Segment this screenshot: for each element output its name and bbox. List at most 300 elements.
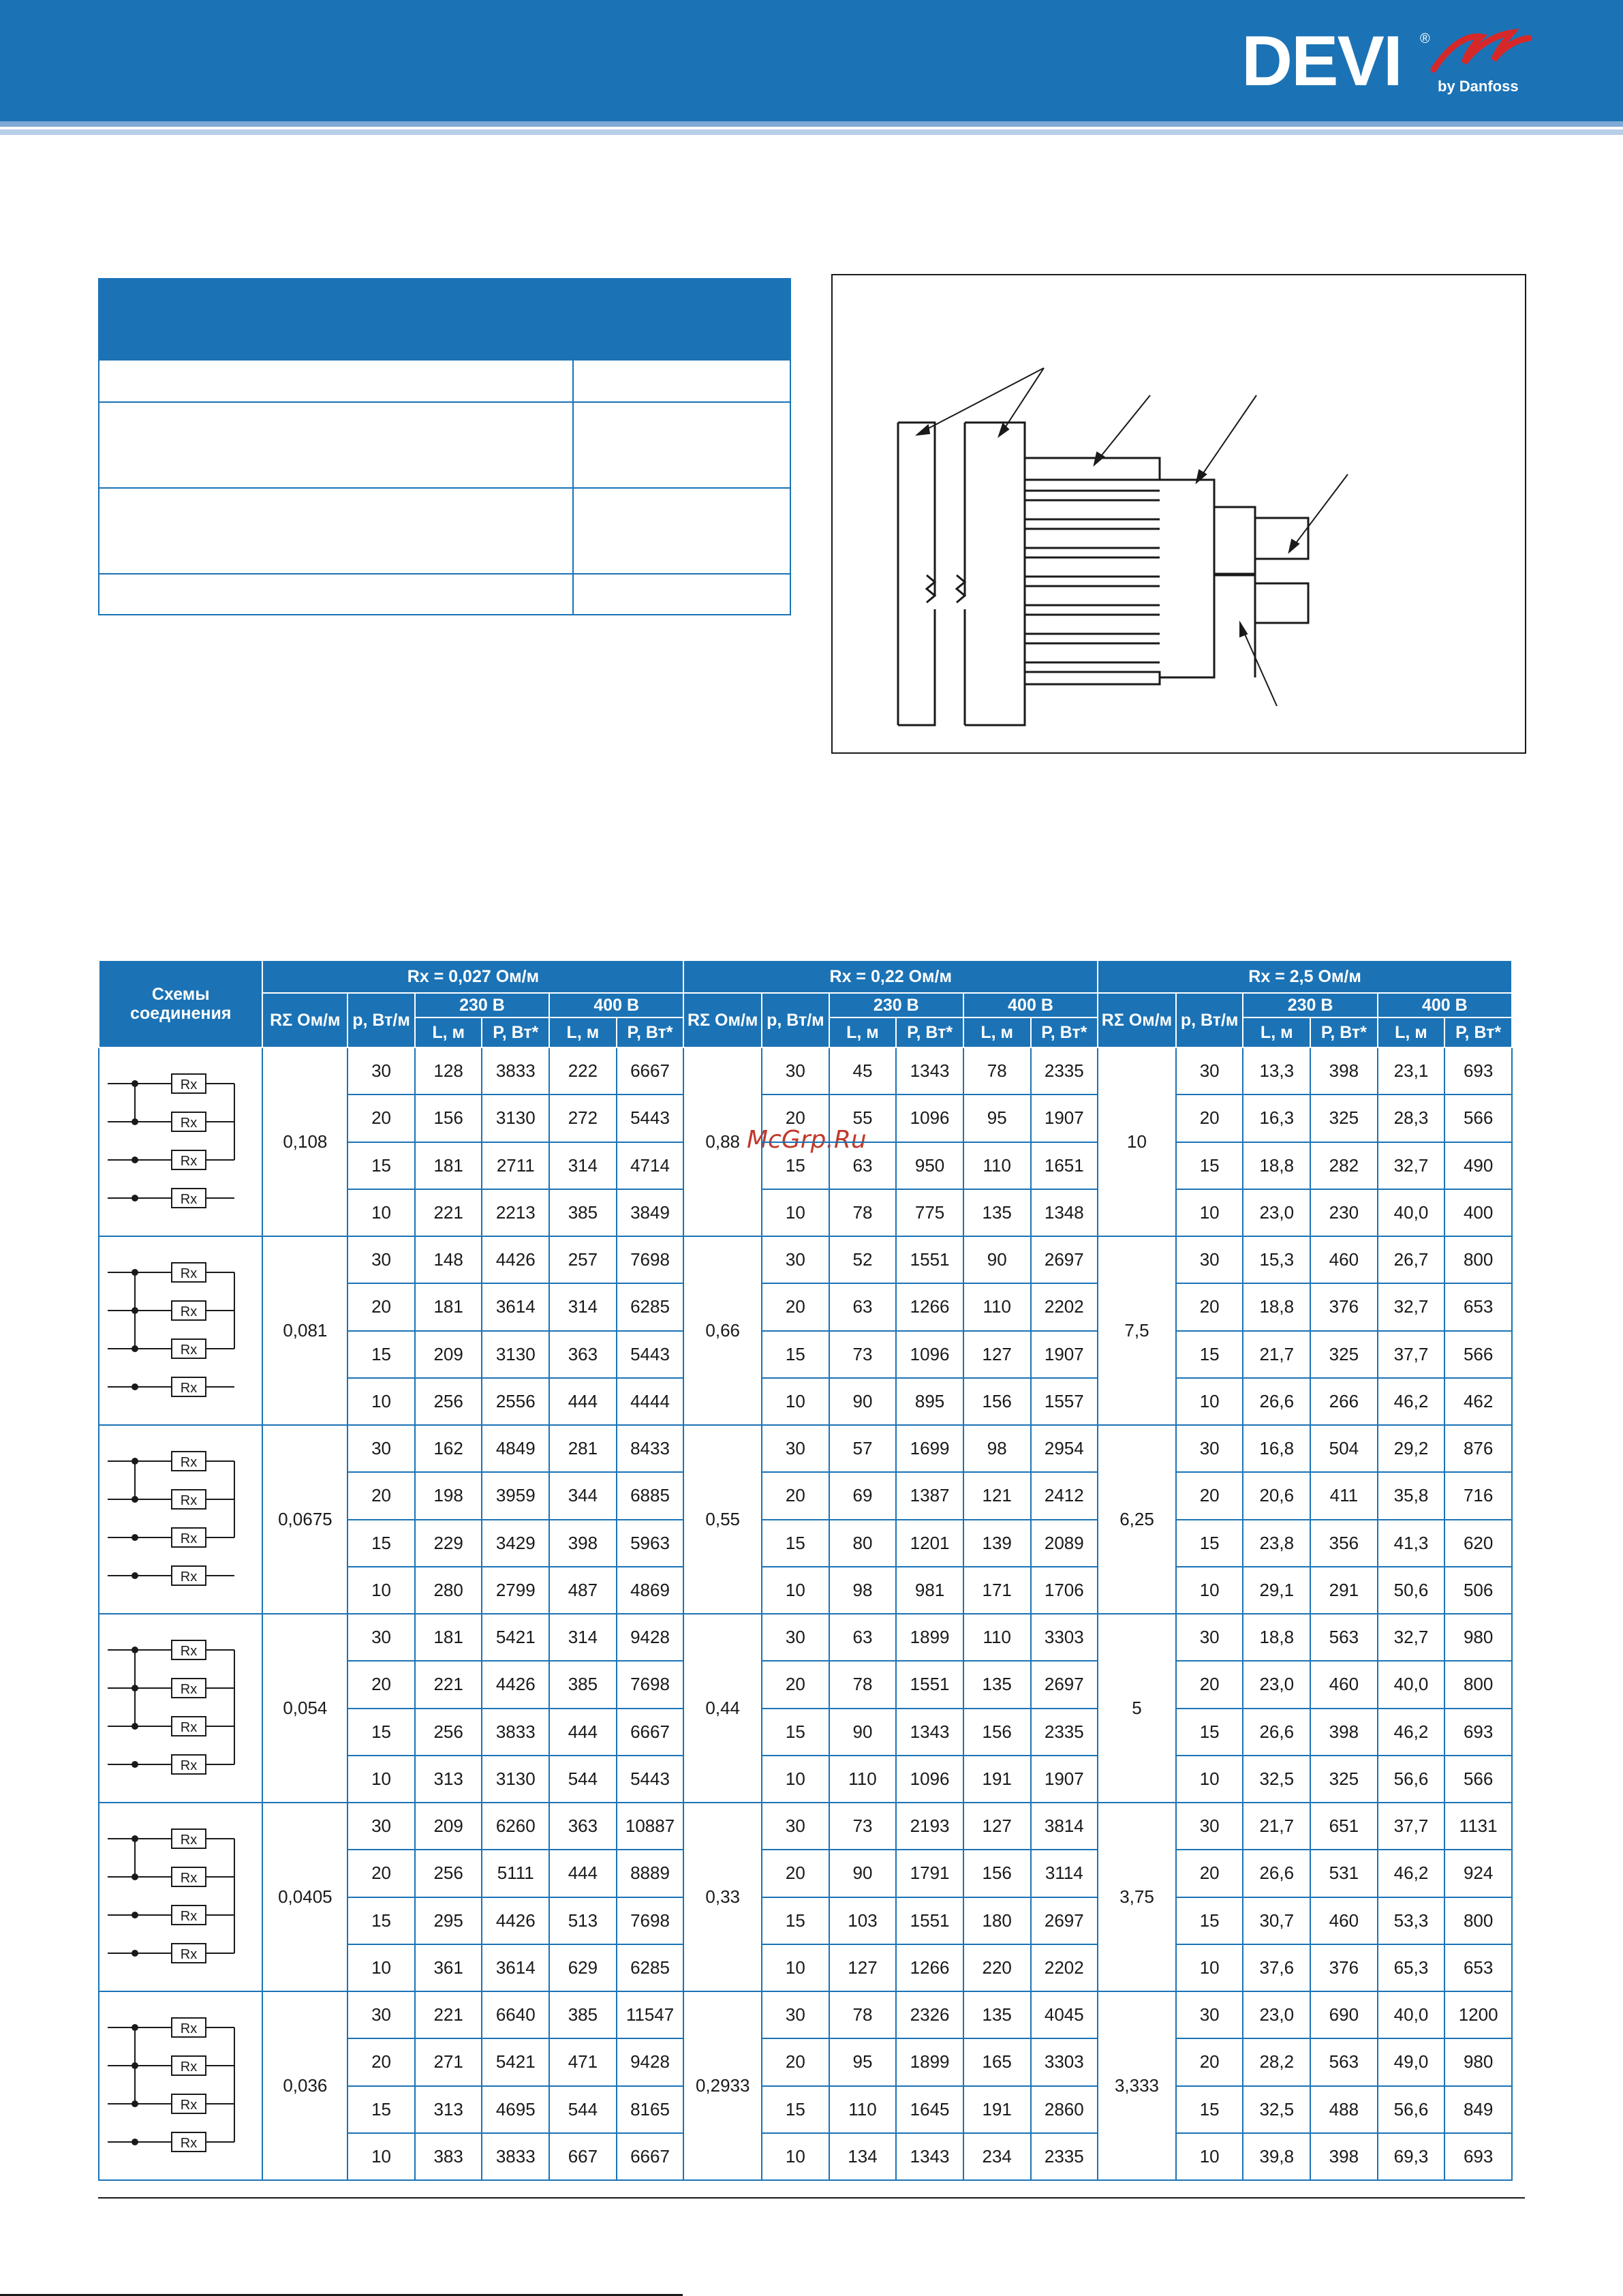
table-cell: 325 xyxy=(1310,1331,1378,1378)
table-cell: 181 xyxy=(415,1142,482,1189)
table-cell: 10 xyxy=(762,1567,829,1614)
table-cell: 20 xyxy=(1176,1472,1243,1519)
table-row xyxy=(99,1236,1512,1283)
table-cell: 15,3 xyxy=(1243,1236,1310,1283)
table-row xyxy=(99,1991,1512,2038)
table-cell: 383 xyxy=(415,2133,482,2180)
rsum-cell: 0,55 xyxy=(683,1425,762,1614)
table-cell: 4045 xyxy=(1031,1991,1098,2038)
table-cell: 63 xyxy=(829,1142,897,1189)
spec-row xyxy=(99,574,790,615)
table-cell: 385 xyxy=(549,1189,617,1236)
table-cell: 46,2 xyxy=(1378,1850,1445,1897)
table-cell: 800 xyxy=(1444,1897,1512,1944)
table-cell: 10 xyxy=(347,2133,415,2180)
table-cell: 30 xyxy=(1176,1236,1243,1283)
table-cell: 37,6 xyxy=(1243,1944,1310,1991)
table-cell: 1387 xyxy=(896,1472,963,1519)
table-cell: 462 xyxy=(1444,1378,1512,1425)
table-cell: 9428 xyxy=(617,2038,684,2085)
table-cell: 21,7 xyxy=(1243,1331,1310,1378)
table-cell: 30 xyxy=(1176,1047,1243,1095)
table-cell: 325 xyxy=(1310,1756,1378,1803)
table-cell: 563 xyxy=(1310,1614,1378,1661)
rsum-header: RΣ Ом/м xyxy=(1098,993,1176,1047)
table-cell: 1551 xyxy=(896,1897,963,1944)
table-cell: 30 xyxy=(1176,1991,1243,2038)
table-cell: 10 xyxy=(762,2133,829,2180)
resistor-label: Rx xyxy=(180,2136,197,2151)
table-cell: 56,6 xyxy=(1378,2086,1445,2133)
table-cell: 20 xyxy=(347,1283,415,1330)
resistor-label: Rx xyxy=(180,1077,197,1092)
table-cell: 314 xyxy=(549,1283,617,1330)
table-cell: 15 xyxy=(1176,2086,1243,2133)
connection-scheme xyxy=(99,1047,262,1236)
resistor-label: Rx xyxy=(180,1947,197,1962)
table-cell: 15 xyxy=(1176,1142,1243,1189)
table-cell: 1651 xyxy=(1031,1142,1098,1189)
power-per-meter-header: p, Вт/м xyxy=(347,993,415,1047)
table-cell: 221 xyxy=(415,1991,482,2038)
table-cell: 3833 xyxy=(482,1709,549,1756)
table-cell: 30 xyxy=(347,1047,415,1095)
table-cell: 13,3 xyxy=(1243,1047,1310,1095)
table-cell: 4695 xyxy=(482,2086,549,2133)
table-cell: 90 xyxy=(829,1850,897,1897)
table-cell: 49,0 xyxy=(1378,2038,1445,2085)
table-cell: 7698 xyxy=(617,1661,684,1708)
table-cell: 221 xyxy=(415,1189,482,1236)
rsum-cell: 0,054 xyxy=(262,1614,347,1803)
table-cell: 40,0 xyxy=(1378,1189,1445,1236)
table-row xyxy=(99,1425,1512,1472)
table-cell: 127 xyxy=(963,1331,1031,1378)
table-cell: 30 xyxy=(762,1991,829,2038)
table-cell: 128 xyxy=(415,1047,482,1095)
table-cell: 209 xyxy=(415,1803,482,1850)
table-cell: 209 xyxy=(415,1331,482,1378)
table-cell: 95 xyxy=(963,1095,1031,1142)
power-header: P, Вт* xyxy=(617,1017,684,1047)
table-cell: 156 xyxy=(963,1709,1031,1756)
table-cell: 15 xyxy=(347,1331,415,1378)
spec-row xyxy=(99,360,790,402)
table-cell: 8433 xyxy=(617,1425,684,1472)
table-row xyxy=(99,1614,1512,1661)
table-cell: 32,7 xyxy=(1378,1283,1445,1330)
table-cell: 32,7 xyxy=(1378,1142,1445,1189)
table-cell: 30 xyxy=(1176,1803,1243,1850)
table-cell: 198 xyxy=(415,1472,482,1519)
table-cell: 1266 xyxy=(896,1944,963,1991)
table-cell: 73 xyxy=(829,1803,897,1850)
resistor-label: Rx xyxy=(180,1266,197,1281)
table-cell: 15 xyxy=(1176,1331,1243,1378)
spec-header-cell xyxy=(99,279,573,360)
table-cell: 544 xyxy=(549,1756,617,1803)
length-header: L, м xyxy=(829,1017,897,1047)
table-cell: 566 xyxy=(1444,1756,1512,1803)
table-cell: 15 xyxy=(1176,1709,1243,1756)
table-cell: 46,2 xyxy=(1378,1378,1445,1425)
table-cell: 16,3 xyxy=(1243,1095,1310,1142)
table-cell: 127 xyxy=(829,1944,897,1991)
table-cell: 30 xyxy=(1176,1614,1243,1661)
table-cell: 18,8 xyxy=(1243,1142,1310,1189)
table-cell: 693 xyxy=(1444,1047,1512,1095)
length-header: L, м xyxy=(415,1017,482,1047)
group-header-1: Rx = 0,027 Ом/м xyxy=(262,960,683,993)
table-cell: 20 xyxy=(347,2038,415,2085)
rsum-cell: 0,2933 xyxy=(683,1991,762,2180)
table-cell: 271 xyxy=(415,2038,482,2085)
table-cell: 30 xyxy=(762,1236,829,1283)
resistor-label: Rx xyxy=(180,1455,197,1470)
table-cell: 5421 xyxy=(482,2038,549,2085)
table-cell: 20 xyxy=(1176,1661,1243,1708)
table-cell: 256 xyxy=(415,1709,482,1756)
connection-scheme xyxy=(99,1236,262,1425)
table-cell: 10 xyxy=(347,1567,415,1614)
rsum-header: RΣ Ом/м xyxy=(262,993,347,1047)
table-cell: 20 xyxy=(347,1472,415,1519)
table-cell: 563 xyxy=(1310,2038,1378,2085)
table-cell: 20 xyxy=(762,2038,829,2085)
table-cell: 1096 xyxy=(896,1095,963,1142)
table-cell: 162 xyxy=(415,1425,482,1472)
power-header: P, Вт* xyxy=(1444,1017,1512,1047)
table-cell: 356 xyxy=(1310,1520,1378,1567)
table-cell: 6667 xyxy=(617,1709,684,1756)
rsum-cell: 0,33 xyxy=(683,1803,762,1991)
table-cell: 513 xyxy=(549,1897,617,1944)
table-cell: 490 xyxy=(1444,1142,1512,1189)
table-cell: 4426 xyxy=(482,1236,549,1283)
table-cell: 181 xyxy=(415,1283,482,1330)
table-cell: 30 xyxy=(762,1803,829,1850)
table-cell: 30 xyxy=(762,1047,829,1095)
table-cell: 6285 xyxy=(617,1283,684,1330)
table-cell: 775 xyxy=(896,1189,963,1236)
table-cell: 1907 xyxy=(1031,1095,1098,1142)
table-cell: 15 xyxy=(1176,1520,1243,1567)
table-cell: 361 xyxy=(415,1944,482,1991)
table-cell: 3303 xyxy=(1031,2038,1098,2085)
table-cell: 32,7 xyxy=(1378,1614,1445,1661)
table-cell: 1343 xyxy=(896,2133,963,2180)
table-cell: 20 xyxy=(762,1283,829,1330)
table-cell: 3614 xyxy=(482,1944,549,1991)
resistor-label: Rx xyxy=(180,1116,197,1131)
table-cell: 3833 xyxy=(482,1047,549,1095)
group-header-3: Rx = 2,5 Ом/м xyxy=(1098,960,1512,993)
table-cell: 26,6 xyxy=(1243,1709,1310,1756)
table-cell: 981 xyxy=(896,1567,963,1614)
table-cell: 10 xyxy=(762,1944,829,1991)
table-cell: 4444 xyxy=(617,1378,684,1425)
power-header: P, Вт* xyxy=(1310,1017,1378,1047)
table-cell: 30 xyxy=(347,1425,415,1472)
table-cell: 23,8 xyxy=(1243,1520,1310,1567)
connection-scheme xyxy=(99,1803,262,1991)
connection-scheme xyxy=(99,1991,262,2180)
table-cell: 4849 xyxy=(482,1425,549,1472)
cable-drawing xyxy=(833,275,1525,752)
table-cell: 26,6 xyxy=(1243,1378,1310,1425)
table-cell: 980 xyxy=(1444,1614,1512,1661)
table-cell: 15 xyxy=(347,2086,415,2133)
connection-scheme xyxy=(99,1425,262,1614)
table-cell: 444 xyxy=(549,1378,617,1425)
table-cell: 65,3 xyxy=(1378,1944,1445,1991)
table-cell: 90 xyxy=(829,1378,897,1425)
table-cell: 40,0 xyxy=(1378,1991,1445,2038)
table-cell: 2335 xyxy=(1031,1709,1098,1756)
table-cell: 693 xyxy=(1444,1709,1512,1756)
table-cell: 693 xyxy=(1444,2133,1512,2180)
table-cell: 80 xyxy=(829,1520,897,1567)
table-cell: 2556 xyxy=(482,1378,549,1425)
table-cell: 148 xyxy=(415,1236,482,1283)
power-header: P, Вт* xyxy=(482,1017,549,1047)
table-cell: 103 xyxy=(829,1897,897,1944)
table-cell: 20 xyxy=(347,1661,415,1708)
table-cell: 30 xyxy=(762,1614,829,1661)
table-cell: 1551 xyxy=(896,1236,963,1283)
table-cell: 191 xyxy=(963,2086,1031,2133)
table-cell: 272 xyxy=(549,1095,617,1142)
table-cell: 30 xyxy=(347,1803,415,1850)
table-cell: 53,3 xyxy=(1378,1897,1445,1944)
table-cell: 110 xyxy=(829,1756,897,1803)
rsum-header: RΣ Ом/м xyxy=(683,993,762,1047)
table-cell: 10 xyxy=(347,1189,415,1236)
table-cell: 10 xyxy=(1176,1944,1243,1991)
resistor-label: Rx xyxy=(180,1154,197,1169)
table-cell: 23,0 xyxy=(1243,1189,1310,1236)
table-cell: 3849 xyxy=(617,1189,684,1236)
spec-cell xyxy=(573,360,790,402)
spec-row xyxy=(99,402,790,488)
wiring-scheme-icon xyxy=(101,1992,261,2175)
table-cell: 629 xyxy=(549,1944,617,1991)
table-cell: 460 xyxy=(1310,1236,1378,1283)
danfoss-swoosh-icon xyxy=(1427,29,1536,76)
table-cell: 487 xyxy=(549,1567,617,1614)
table-cell: 30 xyxy=(347,1236,415,1283)
table-cell: 191 xyxy=(963,1756,1031,1803)
table-cell: 63 xyxy=(829,1283,897,1330)
table-cell: 385 xyxy=(549,1661,617,1708)
table-cell: 15 xyxy=(762,1520,829,1567)
footer-divider xyxy=(98,2197,1525,2199)
resistor-label: Rx xyxy=(180,1909,197,1924)
table-cell: 531 xyxy=(1310,1850,1378,1897)
table-cell: 3814 xyxy=(1031,1803,1098,1850)
table-cell: 10 xyxy=(1176,2133,1243,2180)
table-cell: 171 xyxy=(963,1567,1031,1614)
spec-cell xyxy=(573,402,790,488)
spec-cell xyxy=(573,574,790,615)
table-row xyxy=(99,1047,1512,1095)
table-cell: 69,3 xyxy=(1378,2133,1445,2180)
scheme-header: Схемы соединения xyxy=(99,960,262,1047)
table-cell: 20 xyxy=(347,1095,415,1142)
table-cell: 1131 xyxy=(1444,1803,1512,1850)
table-cell: 32,5 xyxy=(1243,2086,1310,2133)
table-cell: 363 xyxy=(549,1803,617,1850)
table-cell: 234 xyxy=(963,2133,1031,2180)
wiring-scheme-icon xyxy=(101,1048,261,1231)
table-cell: 156 xyxy=(963,1850,1031,1897)
table-cell: 10 xyxy=(1176,1189,1243,1236)
table-cell: 156 xyxy=(415,1095,482,1142)
wiring-scheme-icon xyxy=(101,1803,261,1986)
table-cell: 444 xyxy=(549,1850,617,1897)
header-stripe xyxy=(0,121,1623,127)
resistor-label: Rx xyxy=(180,2098,197,2113)
table-cell: 139 xyxy=(963,1520,1031,1567)
table-cell: 256 xyxy=(415,1850,482,1897)
table-cell: 15 xyxy=(347,1897,415,1944)
table-row xyxy=(99,1803,1512,1850)
length-header: L, м xyxy=(1378,1017,1445,1047)
table-cell: 256 xyxy=(415,1378,482,1425)
table-cell: 6260 xyxy=(482,1803,549,1850)
table-cell: 2697 xyxy=(1031,1897,1098,1944)
table-cell: 257 xyxy=(549,1236,617,1283)
resistor-label: Rx xyxy=(180,1531,197,1546)
table-cell: 800 xyxy=(1444,1236,1512,1283)
resistor-label: Rx xyxy=(180,1758,197,1773)
table-cell: 127 xyxy=(963,1803,1031,1850)
table-cell: 849 xyxy=(1444,2086,1512,2133)
table-cell: 20 xyxy=(1176,2038,1243,2085)
table-cell: 2799 xyxy=(482,1567,549,1614)
table-cell: 15 xyxy=(762,1331,829,1378)
table-cell: 400 xyxy=(1444,1189,1512,1236)
voltage-400-header: 400 В xyxy=(963,993,1098,1017)
rsum-cell: 0,0405 xyxy=(262,1803,347,1991)
table-cell: 2860 xyxy=(1031,2086,1098,2133)
table-cell: 1096 xyxy=(896,1331,963,1378)
table-cell: 376 xyxy=(1310,1283,1378,1330)
rsum-cell: 0,036 xyxy=(262,1991,347,2180)
table-cell: 3303 xyxy=(1031,1614,1098,1661)
table-cell: 121 xyxy=(963,1472,1031,1519)
table-cell: 1645 xyxy=(896,2086,963,2133)
table-cell: 29,2 xyxy=(1378,1425,1445,1472)
table-cell: 41,3 xyxy=(1378,1520,1445,1567)
table-cell: 1348 xyxy=(1031,1189,1098,1236)
resistor-label: Rx xyxy=(180,2060,197,2075)
table-cell: 221 xyxy=(415,1661,482,1708)
table-cell: 37,7 xyxy=(1378,1803,1445,1850)
resistor-label: Rx xyxy=(180,1304,197,1319)
table-cell: 15 xyxy=(1176,1897,1243,1944)
table-cell: 20 xyxy=(762,1472,829,1519)
spec-cell xyxy=(99,574,573,615)
logo-wordmark: DEVI xyxy=(1241,22,1402,101)
table-cell: 39,8 xyxy=(1243,2133,1310,2180)
table-cell: 344 xyxy=(549,1472,617,1519)
table-cell: 2089 xyxy=(1031,1520,1098,1567)
wiring-scheme-icon xyxy=(101,1237,261,1420)
table-cell: 3130 xyxy=(482,1095,549,1142)
table-cell: 40,0 xyxy=(1378,1661,1445,1708)
power-per-meter-header: p, Вт/м xyxy=(762,993,829,1047)
table-cell: 2326 xyxy=(896,1991,963,2038)
table-cell: 90 xyxy=(829,1709,897,1756)
spec-cell xyxy=(99,360,573,402)
header-bar xyxy=(0,0,1623,121)
table-cell: 35,8 xyxy=(1378,1472,1445,1519)
connection-scheme xyxy=(99,1614,262,1803)
table-cell: 1899 xyxy=(896,1614,963,1661)
table-cell: 180 xyxy=(963,1897,1031,1944)
table-cell: 18,8 xyxy=(1243,1614,1310,1661)
resistor-label: Rx xyxy=(180,1871,197,1886)
table-cell: 10 xyxy=(762,1756,829,1803)
table-cell: 23,0 xyxy=(1243,1991,1310,2038)
table-cell: 5443 xyxy=(617,1095,684,1142)
table-cell: 10 xyxy=(1176,1378,1243,1425)
table-cell: 1791 xyxy=(896,1850,963,1897)
resistor-label: Rx xyxy=(180,1381,197,1396)
table-cell: 1557 xyxy=(1031,1378,1098,1425)
resistor-label: Rx xyxy=(180,1493,197,1508)
table-cell: 78 xyxy=(829,1661,897,1708)
table-cell: 653 xyxy=(1444,1944,1512,1991)
spec-cell xyxy=(573,488,790,574)
power-per-meter-header: p, Вт/м xyxy=(1176,993,1243,1047)
table-cell: 156 xyxy=(963,1378,1031,1425)
table-cell: 7698 xyxy=(617,1897,684,1944)
table-cell: 313 xyxy=(415,1756,482,1803)
table-cell: 135 xyxy=(963,1991,1031,2038)
table-cell: 15 xyxy=(762,1897,829,1944)
table-cell: 23,1 xyxy=(1378,1047,1445,1095)
rsum-cell: 0,88 xyxy=(683,1047,762,1236)
table-cell: 690 xyxy=(1310,1991,1378,2038)
table-cell: 266 xyxy=(1310,1378,1378,1425)
resistor-label: Rx xyxy=(180,1343,197,1358)
resistor-label: Rx xyxy=(180,1720,197,1735)
table-cell: 620 xyxy=(1444,1520,1512,1567)
table-cell: 90 xyxy=(963,1236,1031,1283)
table-cell: 95 xyxy=(829,2038,897,2085)
table-cell: 26,6 xyxy=(1243,1850,1310,1897)
table-cell: 314 xyxy=(549,1142,617,1189)
table-cell: 63 xyxy=(829,1614,897,1661)
table-cell: 73 xyxy=(829,1331,897,1378)
table-cell: 98 xyxy=(963,1425,1031,1472)
table-cell: 2202 xyxy=(1031,1283,1098,1330)
table-cell: 3130 xyxy=(482,1331,549,1378)
table-cell: 504 xyxy=(1310,1425,1378,1472)
table-cell: 110 xyxy=(963,1614,1031,1661)
table-cell: 10887 xyxy=(617,1803,684,1850)
table-cell: 134 xyxy=(829,2133,897,2180)
table-cell: 15 xyxy=(347,1142,415,1189)
table-cell: 506 xyxy=(1444,1567,1512,1614)
table-cell: 55 xyxy=(829,1095,897,1142)
table-cell: 15 xyxy=(347,1709,415,1756)
table-cell: 11547 xyxy=(617,1991,684,2038)
table-cell: 20 xyxy=(762,1095,829,1142)
table-cell: 20,6 xyxy=(1243,1472,1310,1519)
